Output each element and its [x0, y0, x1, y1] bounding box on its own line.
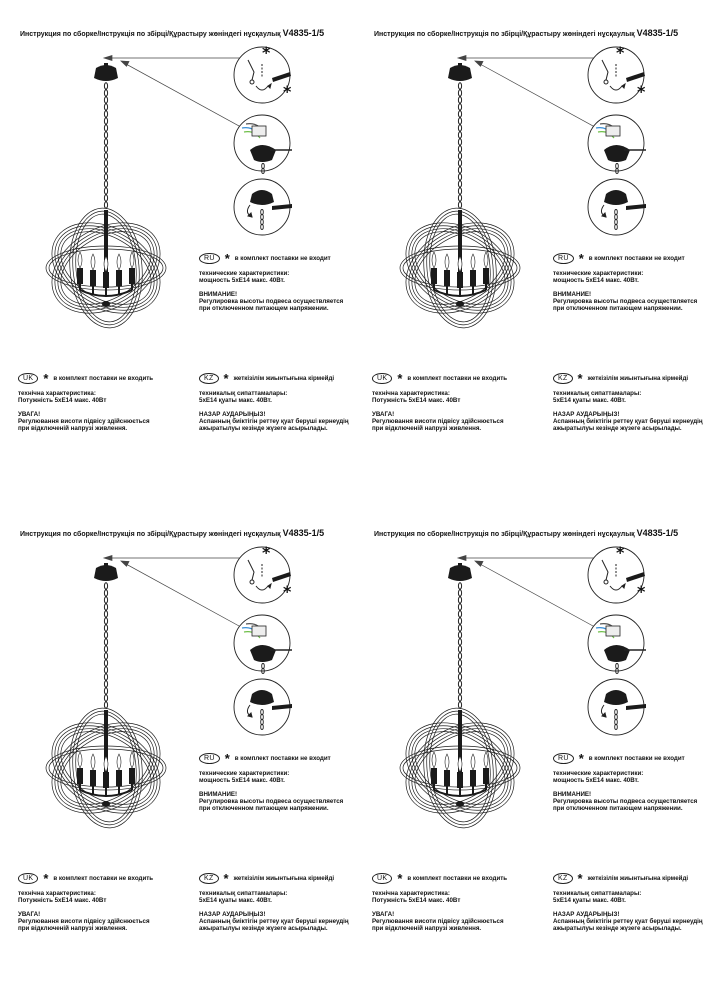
kz-instructions: [553, 373, 703, 438]
document-title: Инструкция по сборке/Інструкція по збірці/Құрастыру жөніндегі нұсқаулық V4835-1/5: [374, 28, 679, 38]
specs-heading: техникалық сипаттамалары:: [553, 890, 642, 897]
warning-text: Регулювання висоти підвісу здійснюється: [18, 417, 150, 425]
not-included-marker-1: *: [262, 543, 271, 562]
specs-value: мощность 5xE14 макс. 40Вт.: [199, 277, 285, 285]
warning-text: Регулировка высоты подвеса осуществляется: [199, 797, 344, 805]
ru-instructions: [199, 253, 343, 318]
warning-text: при відключеній напрузі живлення.: [18, 425, 128, 433]
not-included-note: в комплект поставки не входит: [588, 754, 685, 762]
warning-text: Регулировка высоты подвеса осуществляется: [199, 297, 344, 305]
warning-text: Аспанның биіктігін реттеу қуат беруші кернеудің: [553, 917, 703, 925]
uk-instructions: [18, 373, 153, 438]
not-included-note: в комплект поставки не входит: [588, 254, 685, 262]
warning-text: ажыратылуы кезінде жүзеге асырылады.: [553, 425, 682, 433]
specs-value: Потужність 5xE14 макс. 40Вт: [18, 897, 107, 905]
kz-instructions: [199, 373, 349, 438]
document-title: Инструкция по сборке/Інструкція по збірці/Құрастыру жөніндегі нұсқаулық V4835-1/5: [374, 528, 679, 538]
specs-value: 5xE14 қуаты макс. 40Вт.: [553, 397, 626, 405]
warning-text: Аспанның биіктігін реттеу қуат беруші кернеудің: [199, 417, 349, 425]
specs-heading: технічна характеристика:: [372, 390, 450, 397]
asterisk-icon: *: [224, 751, 230, 766]
lang-badge-kz: KZ: [553, 373, 573, 384]
model-number: V4835-1/5: [282, 28, 325, 38]
not-included-marker-2: *: [637, 582, 646, 601]
warning-heading: ВНИМАНИЕ!: [199, 290, 238, 298]
instruction-sheet-4: [354, 500, 707, 1000]
kz-instructions: [199, 873, 349, 938]
model-number: V4835-1/5: [636, 28, 679, 38]
asterisk-icon: *: [578, 251, 584, 266]
lang-badge-uk: UK: [18, 873, 38, 884]
document-title: Инструкция по сборке/Інструкція по збірці/Құрастыру жөніндегі нұсқаулық V4835-1/5: [20, 28, 325, 38]
warning-text: при отключенном питающем напряжении.: [199, 305, 329, 313]
specs-value: 5xE14 қуаты макс. 40Вт.: [199, 397, 272, 405]
specs-value: мощность 5xE14 макс. 40Вт.: [553, 277, 639, 285]
warning-heading: ВНИМАНИЕ!: [553, 290, 592, 298]
lang-badge-kz: KZ: [199, 373, 219, 384]
asterisk-icon: *: [43, 871, 49, 886]
not-included-note: жеткізілім жиынтығына кірмейді: [233, 874, 335, 882]
not-included-note: в комплект поставки не входить: [407, 874, 508, 882]
lang-badge-ru: RU: [199, 753, 220, 764]
not-included-marker-2: *: [283, 582, 292, 601]
warning-heading: УВАГА!: [372, 910, 395, 918]
lang-badge-ru: RU: [553, 253, 574, 264]
warning-heading: УВАГА!: [18, 910, 41, 918]
warning-heading: УВАГА!: [18, 410, 41, 418]
specs-heading: технічна характеристика:: [372, 890, 450, 897]
not-included-note: жеткізілім жиынтығына кірмейді: [587, 374, 689, 382]
not-included-note: в комплект поставки не входит: [234, 254, 331, 262]
instruction-sheet-1: [0, 0, 353, 500]
not-included-note: в комплект поставки не входит: [234, 754, 331, 762]
warning-text: при отключенном питающем напряжении.: [199, 805, 329, 813]
warning-text: ажыратылуы кезінде жүзеге асырылады.: [199, 925, 328, 933]
warning-heading: НАЗАР АУДАРЫҢЫЗ!: [199, 910, 266, 918]
warning-text: ажыратылуы кезінде жүзеге асырылады.: [553, 925, 682, 933]
asterisk-icon: *: [43, 371, 49, 386]
lang-badge-kz: KZ: [199, 873, 219, 884]
asterisk-icon: *: [224, 251, 230, 266]
kz-instructions: [553, 873, 703, 938]
lang-badge-kz: KZ: [553, 873, 573, 884]
specs-heading: технічна характеристика:: [18, 890, 96, 897]
specs-heading: технические характеристики:: [199, 770, 290, 777]
not-included-marker-2: *: [637, 82, 646, 101]
warning-heading: НАЗАР АУДАРЫҢЫЗ!: [553, 910, 620, 918]
not-included-note: в комплект поставки не входить: [53, 874, 154, 882]
specs-value: 5xE14 қуаты макс. 40Вт.: [199, 897, 272, 905]
warning-heading: УВАГА!: [372, 410, 395, 418]
warning-text: Регулювання висоти підвісу здійснюється: [372, 417, 504, 425]
model-number: V4835-1/5: [636, 528, 679, 538]
warning-heading: НАЗАР АУДАРЫҢЫЗ!: [199, 410, 266, 418]
warning-text: Регулювання висоти підвісу здійснюється: [18, 917, 150, 925]
warning-text: при відключеній напрузі живлення.: [372, 425, 482, 433]
specs-heading: техникалық сипаттамалары:: [199, 390, 288, 397]
lang-badge-uk: UK: [372, 873, 392, 884]
warning-text: Регулировка высоты подвеса осуществляется: [553, 797, 698, 805]
specs-heading: техникалық сипаттамалары:: [199, 890, 288, 897]
specs-heading: технічна характеристика:: [18, 390, 96, 397]
warning-text: при отключенном питающем напряжении.: [553, 805, 683, 813]
lang-badge-uk: UK: [372, 373, 392, 384]
asterisk-icon: *: [397, 371, 403, 386]
warning-text: при отключенном питающем напряжении.: [553, 305, 683, 313]
uk-instructions: [372, 373, 507, 438]
specs-value: мощность 5xE14 макс. 40Вт.: [199, 777, 285, 785]
not-included-marker-1: *: [616, 43, 625, 62]
warning-text: Аспанның биіктігін реттеу қуат беруші кернеудің: [199, 917, 349, 925]
asterisk-icon: *: [577, 371, 583, 386]
uk-instructions: [372, 873, 507, 938]
warning-heading: НАЗАР АУДАРЫҢЫЗ!: [553, 410, 620, 418]
asterisk-icon: *: [578, 751, 584, 766]
warning-text: при відключеній напрузі живлення.: [372, 925, 482, 933]
asterisk-icon: *: [397, 871, 403, 886]
warning-text: ажыратылуы кезінде жүзеге асырылады.: [199, 425, 328, 433]
lang-badge-uk: UK: [18, 373, 38, 384]
specs-heading: технические характеристики:: [553, 770, 644, 777]
not-included-marker-1: *: [616, 543, 625, 562]
warning-heading: ВНИМАНИЕ!: [553, 790, 592, 798]
specs-heading: технические характеристики:: [199, 270, 290, 277]
not-included-note: жеткізілім жиынтығына кірмейді: [233, 374, 335, 382]
warning-heading: ВНИМАНИЕ!: [199, 790, 238, 798]
ru-instructions: [553, 753, 697, 818]
specs-value: 5xE14 қуаты макс. 40Вт.: [553, 897, 626, 905]
warning-text: Аспанның биіктігін реттеу қуат беруші кернеудің: [553, 417, 703, 425]
specs-heading: техникалық сипаттамалары:: [553, 390, 642, 397]
not-included-note: жеткізілім жиынтығына кірмейді: [587, 874, 689, 882]
lang-badge-ru: RU: [199, 253, 220, 264]
warning-text: при відключеній напрузі живлення.: [18, 925, 128, 933]
warning-text: Регулювання висоти підвісу здійснюється: [372, 917, 504, 925]
specs-heading: технические характеристики:: [553, 270, 644, 277]
warning-text: Регулировка высоты подвеса осуществляется: [553, 297, 698, 305]
instruction-sheet-3: [0, 500, 353, 1000]
uk-instructions: [18, 873, 153, 938]
not-included-marker-1: *: [262, 43, 271, 62]
lang-badge-ru: RU: [553, 753, 574, 764]
specs-value: Потужність 5xE14 макс. 40Вт: [372, 897, 461, 905]
ru-instructions: [199, 753, 343, 818]
not-included-note: в комплект поставки не входить: [407, 374, 508, 382]
model-number: V4835-1/5: [282, 528, 325, 538]
instruction-sheet-2: [354, 0, 707, 500]
asterisk-icon: *: [223, 371, 229, 386]
asterisk-icon: *: [577, 871, 583, 886]
asterisk-icon: *: [223, 871, 229, 886]
specs-value: Потужність 5xE14 макс. 40Вт: [372, 397, 461, 405]
not-included-marker-2: *: [283, 82, 292, 101]
not-included-note: в комплект поставки не входить: [53, 374, 154, 382]
specs-value: мощность 5xE14 макс. 40Вт.: [553, 777, 639, 785]
ru-instructions: [553, 253, 697, 318]
specs-value: Потужність 5xE14 макс. 40Вт: [18, 397, 107, 405]
document-title: Инструкция по сборке/Інструкція по збірці/Құрастыру жөніндегі нұсқаулық V4835-1/5: [20, 528, 325, 538]
